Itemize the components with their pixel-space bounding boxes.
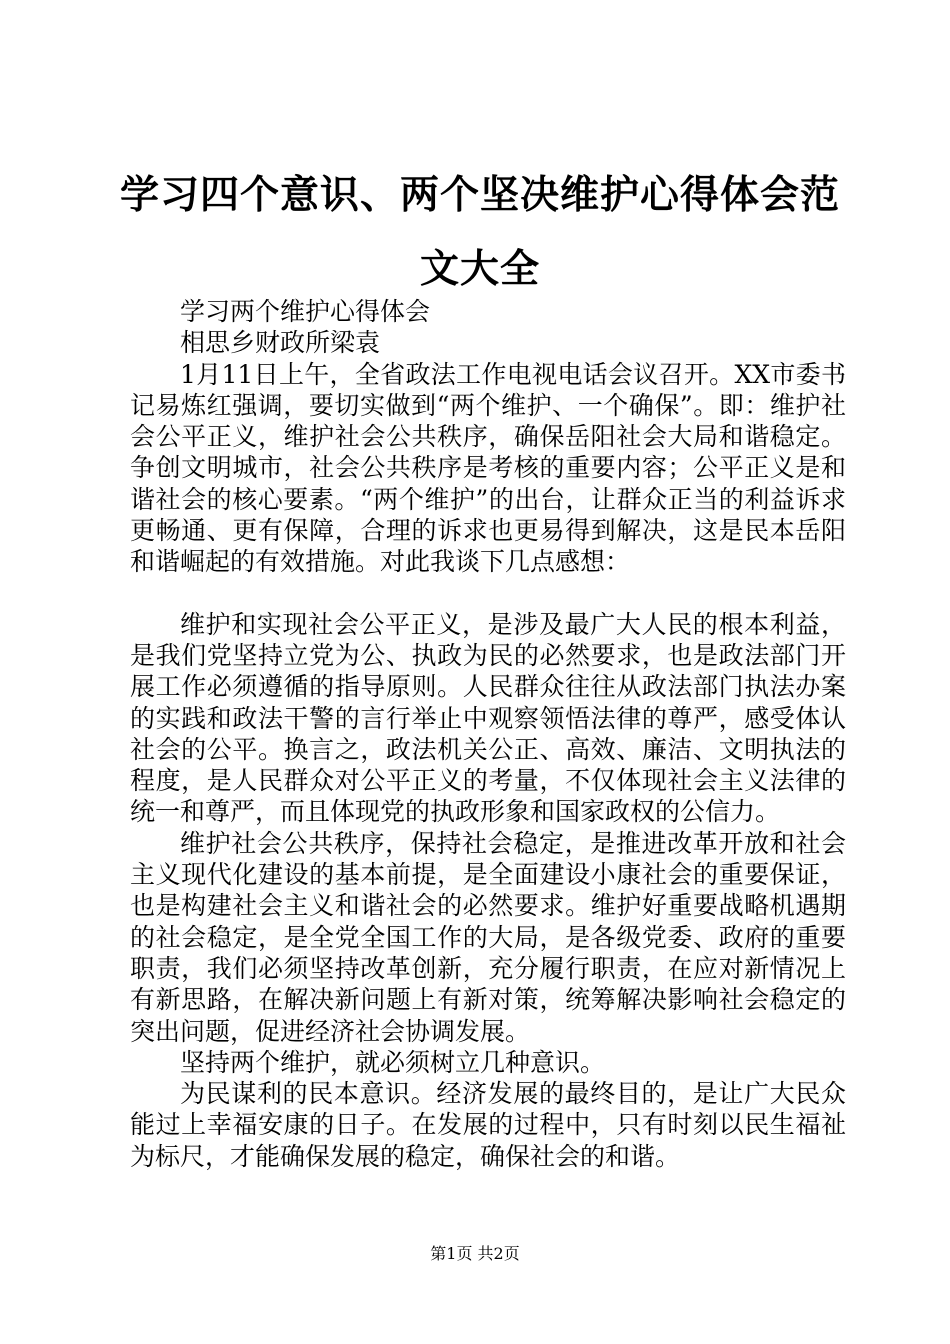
paragraph-fairness: 维护和实现社会公平正义，是涉及最广大人民的根本利益，是我们党坚持立党为公、执政为民的必然要求，也是政法部门开展工作必须遵循的指导原则。人民群众往往从政法部门执法办案的实践和政法干警的言行举止中观察领悟法律的尊严，感受体认社会的公平。换言之，政法机关公正、高效、廉洁、文明执法的程度，是人民群众对公平正义的考量，不仅体现社会主义法律的统一和尊严，而且体现党的执政形象和国家政权的公信力。 [130, 609, 846, 827]
paragraph-order: 维护社会公共秩序，保持社会稳定，是推进改革开放和社会主义现代化建设的基本前提，是全面建设小康社会的重要保证，也是构建社会主义和谐社会的必然要求。维护好重要战略机遇期的社会稳定，是全党全国工作的大局，是各级党委、政府的重要职责，我们必须坚持改革创新，充分履行职责，在应对新情况上有新思路，在解决新问题上有新对策，统筹解决影响社会稳定的突出问题，促进经济社会协调发展。 [130, 828, 846, 1046]
paragraph-intro: 1月11日上午，全省政法工作电视电话会议召开。XX市委书记易炼红强调，要切实做到“两个维护、一个确保”。即：维护社会公平正义，维护社会公共秩序，确保岳阳社会大局和谐稳定。争创文明城市，社会公共秩序是考核的重要内容；公平正义是和谐社会的核心要素。“两个维护”的出台，让群众正当的利益诉求更畅通、更有保障，合理的诉求也更易得到解决，这是民本岳阳和谐崛起的有效措施。对此我谈下几点感想： [130, 359, 846, 577]
document-title: 学习四个意识、两个坚决维护心得体会范文大全 [119, 172, 840, 292]
document-body [130, 296, 846, 1172]
paragraph-subtitle: 学习两个维护心得体会 [180, 297, 431, 326]
page-number-footer: 第1页 共2页 [430, 1244, 520, 1263]
paragraph-people-first: 为民谋利的民本意识。经济发展的最终目的，是让广大民众能过上幸福安康的日子。在发展的过程中，只有时刻以民生福祉为标尺，才能确保发展的稳定，确保社会的和谐。 [130, 1079, 846, 1171]
paragraph-author: 相思乡财政所梁袁 [180, 328, 381, 358]
paragraph-awareness: 坚持两个维护，就必须树立几种意识。 [180, 1047, 606, 1077]
